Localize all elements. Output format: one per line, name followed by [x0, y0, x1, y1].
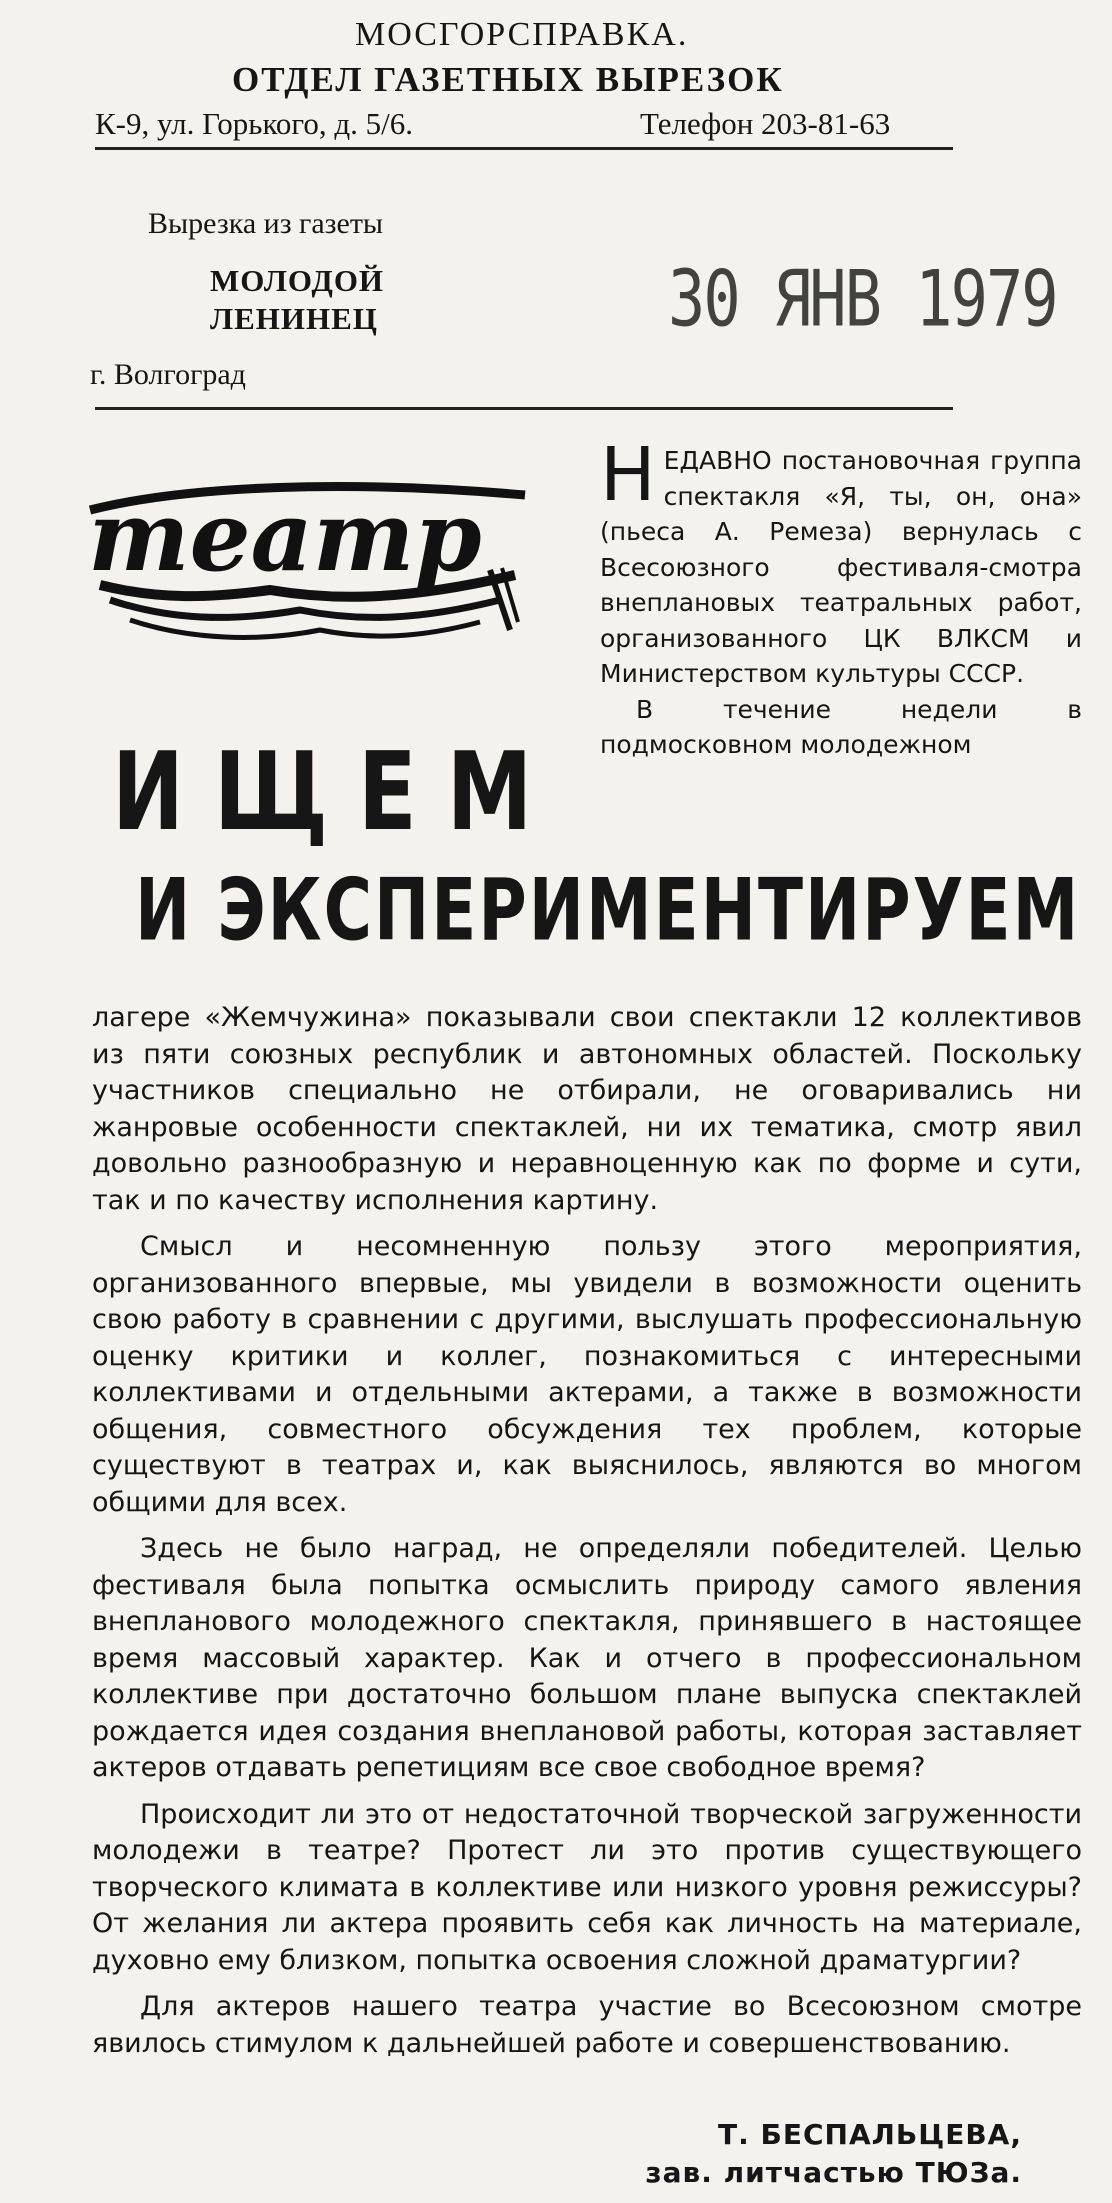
- date-stamp: 30 ЯНВ 1979: [668, 252, 1057, 345]
- clipping-label: Вырезка из газеты: [148, 207, 384, 240]
- newspaper-name: [210, 262, 384, 338]
- author-signature: [645, 2116, 1022, 2192]
- article-body: [92, 1000, 1082, 2072]
- clipping-divider: [95, 407, 953, 410]
- author-position: зав. литчастью ТЮЗа.: [645, 2156, 1022, 2189]
- drop-cap: Н: [600, 432, 656, 518]
- author-name: Т. БЕСПАЛЬЦЕВА,: [718, 2118, 1022, 2151]
- body-paragraph-4: Происходит ли это от недостаточной творческой загруженности молодежи в театре? Протест ли это против существующего творческого климата в коллективе или низкого уровня режиссуры? От желания ли актера проявить себя как личность на материале, духовно ему близком, попытка освоения сложной драматургии?: [92, 1798, 1082, 1976]
- newspaper-city: г. Волгоград: [90, 358, 246, 391]
- agency-address: К-9, ул. Горького, д. 5/6.: [95, 106, 414, 141]
- agency-phone: Телефон 203-81-63: [640, 106, 891, 141]
- rubric-lettering: театр: [88, 480, 482, 593]
- lede-paragraph-2: В течение недели в подмосковном молодежном: [600, 694, 1082, 759]
- headline-line1: ИЩЕМ: [112, 730, 563, 855]
- headline-line2: И ЭКСПЕРИМЕНТИРУЕМ: [135, 860, 1081, 961]
- lede-text: ЕДАВНО постановочная группа спектакля «Я, ты, он, она» (пьеса А. Ремеза) вернулась с Всесоюзного фестиваля-смотра внеплановых театральных работ, организованного ЦК ВЛКСМ и Министерством культуры СССР.: [600, 446, 1082, 688]
- agency-name: МОСГОРСПРАВКА.: [355, 16, 689, 53]
- body-paragraph-5: Для актеров нашего театра участие во Всесоюзном смотре явилось стимулом к дальнейшей работе и совершенствованию.: [92, 1991, 1082, 2059]
- department-name: ОТДЕЛ ГАЗЕТНЫХ ВЫРЕЗОК: [232, 60, 784, 99]
- lede-paragraph: [600, 432, 1082, 692]
- header-divider: [95, 147, 953, 150]
- body-paragraph-2: Смысл и несомненную пользу этого мероприятия, организованного впервые, мы увидели в возможности оценить свою работу в сравнении с другими, выслушать профессиональную оценку критики и коллег, познакомиться с интересными коллективами и отдельными актерами, а также в возможности общения, совместного обсуждения тех проблем, которые существуют в театрах и, как выяснилось, являются во многом общими для всех.: [92, 1231, 1082, 1518]
- body-paragraph-3: Здесь не было наград, не определяли победителей. Целью фестиваля была попытка осмыслить природу самого явления внепланового молодежного спектакля, принявшего в настоящее время массовый характер. Как и отчего в профессиональном коллективе при достаточно большом плане выпуска спектаклей рождается идея создания внеплановой работы, которая заставляет актеров отдавать репетициям все свое свободное время?: [92, 1533, 1082, 1783]
- newspaper-name-line1: МОЛОДОЙ: [210, 263, 385, 298]
- lede-column: [600, 432, 1082, 763]
- body-paragraph-1: лагере «Жемчужина» показывали свои спектакли 12 коллективов из пяти союзных республик и автономных областей. Поскольку участников специально не отбирали, не оговаривались ни жанровые особенности спектаклей, ни их тематика, смотр явил довольно разнообразную и неравноценную как по форме и сути, так и по качеству исполнения картину.: [92, 1002, 1082, 1216]
- theatre-rubric-logo: [70, 450, 540, 650]
- newspaper-name-line2: ЛЕНИНЕЦ: [210, 301, 378, 336]
